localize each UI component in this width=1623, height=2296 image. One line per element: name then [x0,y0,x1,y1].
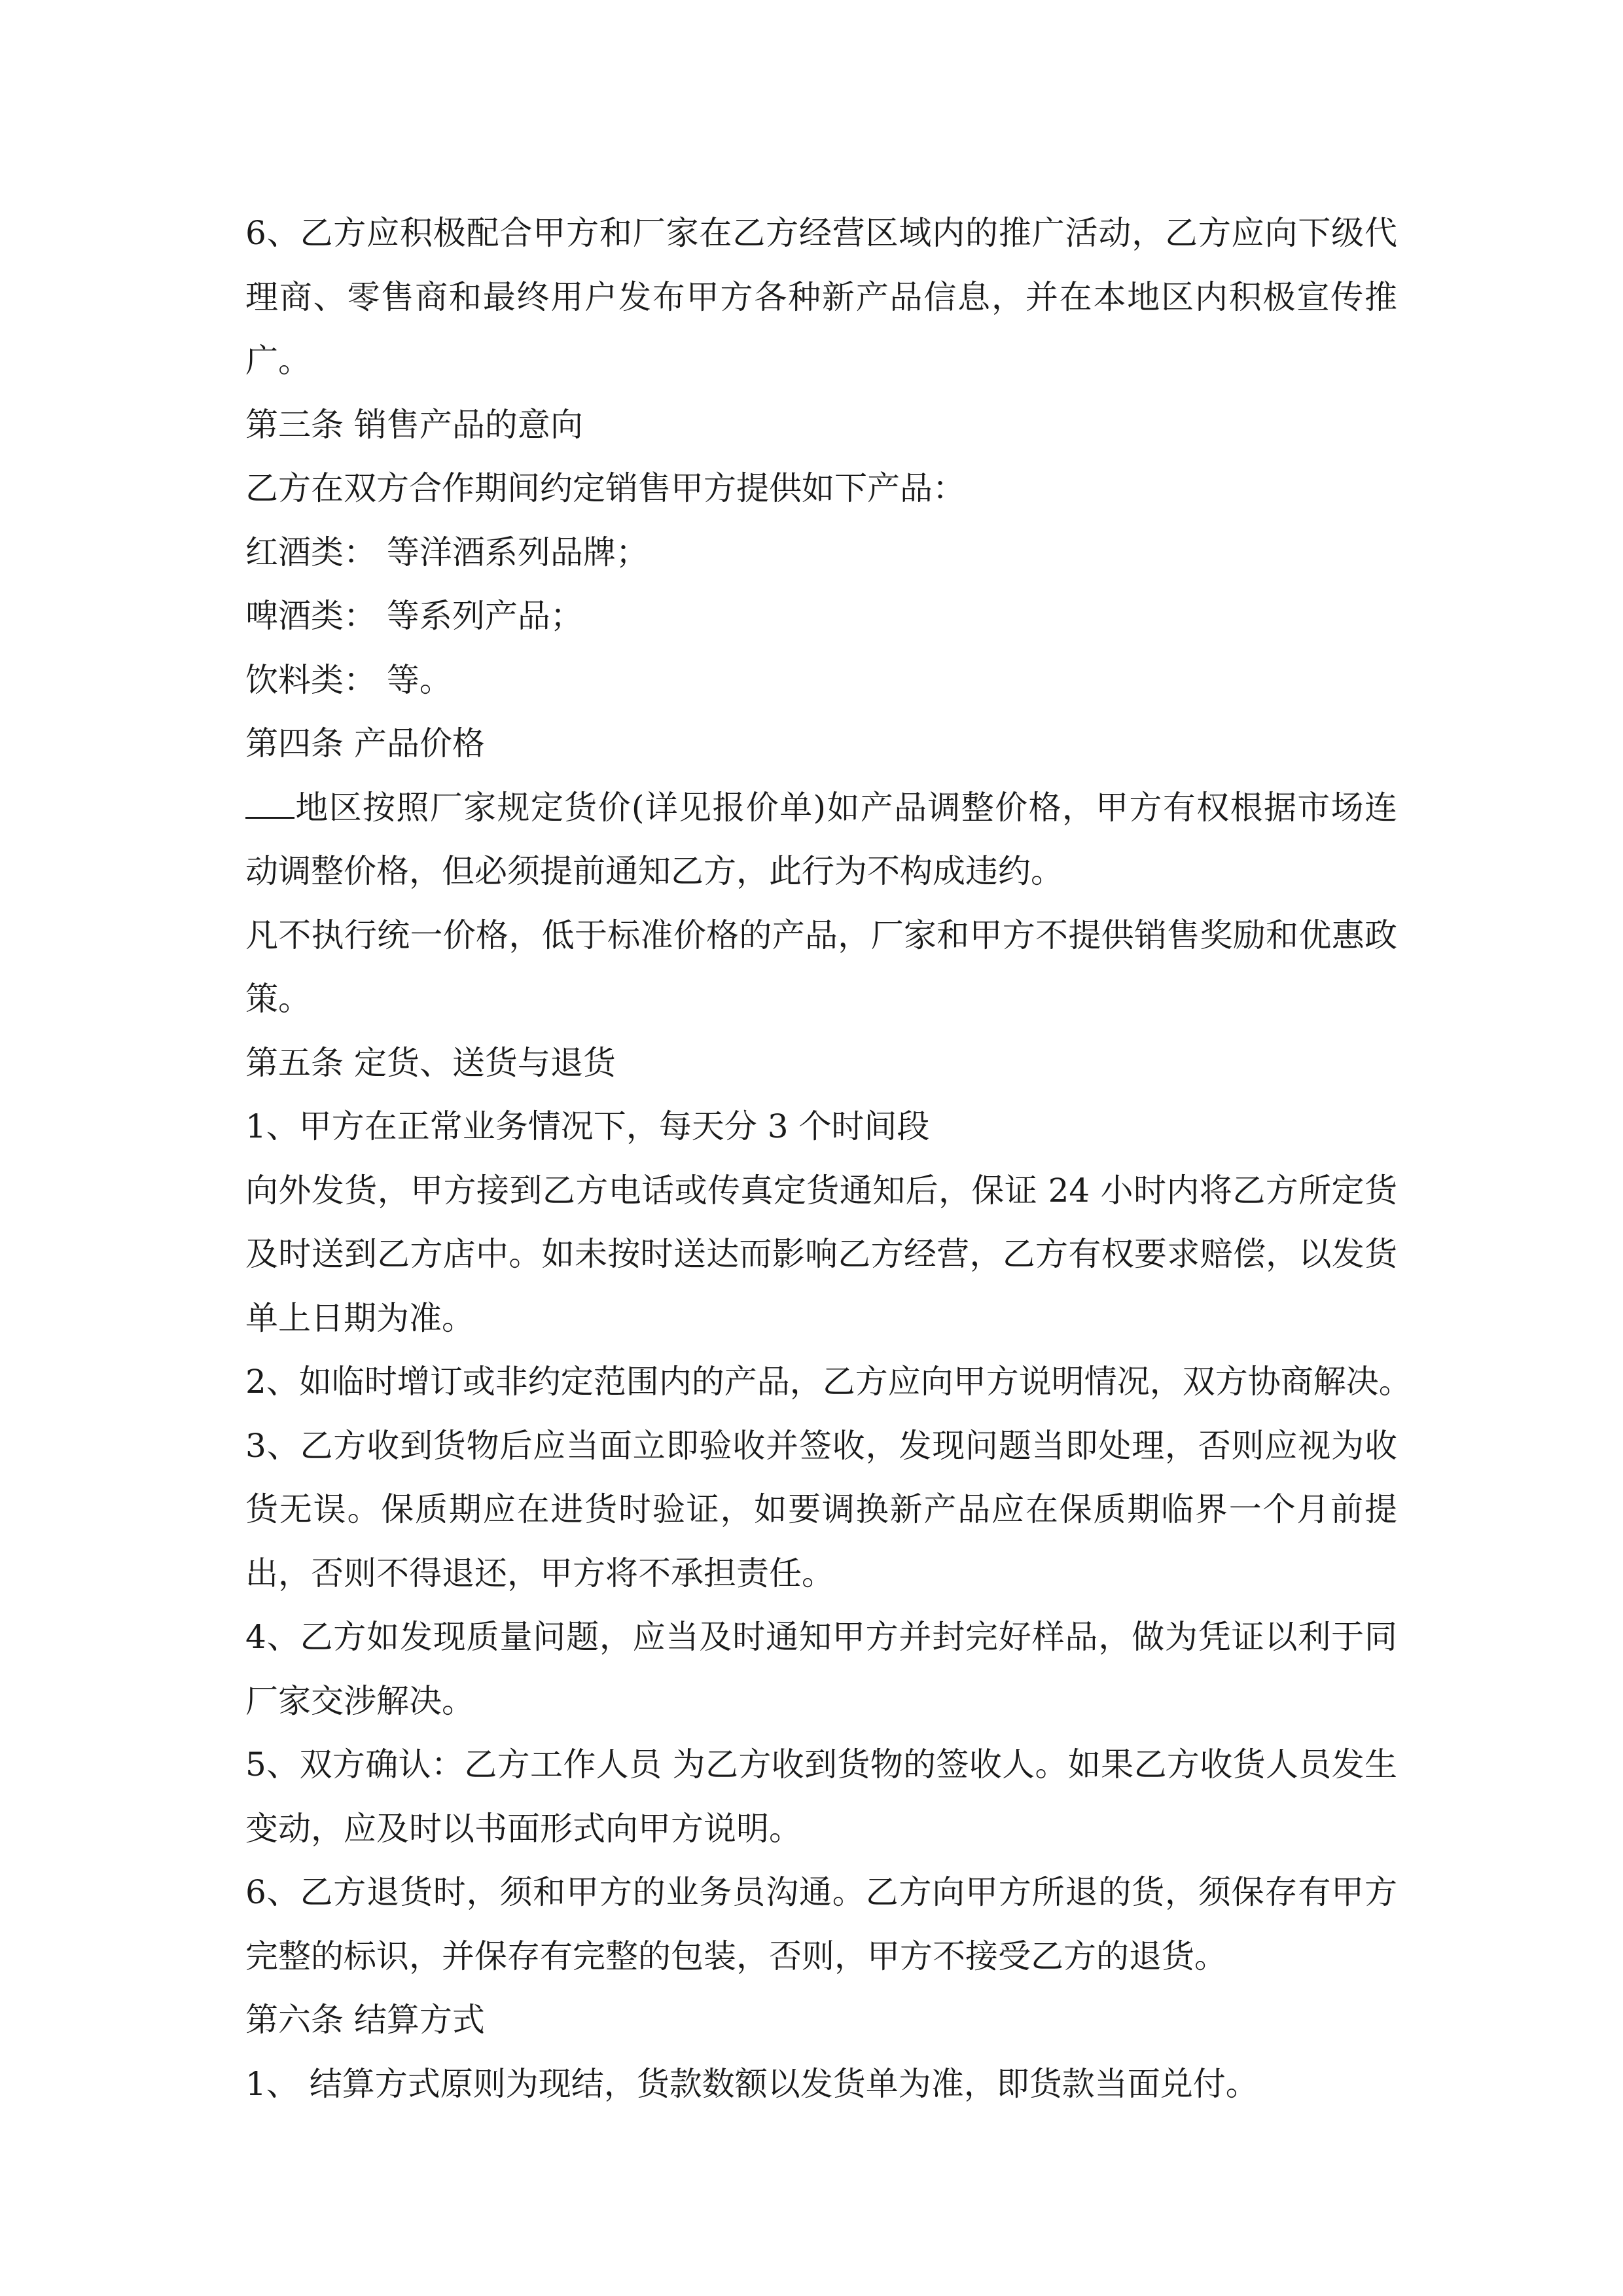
article-3-intro: 乙方在双方合作期间约定销售甲方提供如下产品： [245,469,965,507]
settlement-item-1: 1、 结算方式原则为现结，货款数额以发货单为准，即货款当面兑付。 [245,2064,1258,2103]
delivery-item-6: 6、乙方退货时，须和甲方的业务员沟通。乙方向甲方所退的货，须保存有甲方完整的标识，并保存有完整的包装，否则，甲方不接受乙方的退货。 [245,1873,1397,1975]
article-6-heading: 第六条 结算方式 [245,2001,485,2039]
delivery-item-1-continued: 向外发货，甲方接到乙方电话或传真定货通知后，保证 24 小时内将乙方所定货及时送到乙方店中。如未按时送达而影响乙方经营，乙方有权要求赔偿，以发货单上日期为准。 [245,1171,1397,1337]
price-clause: 地区按照厂家规定货价(详见报价单)如产品调整价格，甲方有权根据市场连动调整价格，但必须提前通知乙方，此行为不构成违约。 [245,788,1397,890]
article-5-heading: 第五条 定货、送货与退货 [245,1043,616,1082]
delivery-item-3: 3、乙方收到货物后应当面立即验收并签收，发现问题当即处理，否则应视为收货无误。保质期应在进货时验证，如要调换新产品应在保质期临界一个月前提出，否则不得退还，甲方将不承担责任。 [245,1426,1397,1592]
product-wine: 红酒类： 等洋酒系列品牌； [245,533,649,571]
article-3-heading: 第三条 销售产品的意向 [245,405,583,444]
clause-2-item-6: 6、乙方应积极配合甲方和厂家在乙方经营区域内的推广活动，乙方应向下级代理商、零售商和最终用户发布甲方各种新产品信息，并在本地区内积极宣传推广。 [245,214,1397,380]
document-body [245,202,1412,2116]
article-4-heading: 第四条 产品价格 [245,725,485,762]
price-clause-paragraph [245,776,1397,904]
uniform-price-clause: 凡不执行统一价格，低于标准价格的产品，厂家和甲方不提供销售奖励和优惠政策。 [245,916,1397,1018]
product-beer: 啤酒类： 等系列产品； [245,597,583,635]
delivery-item-1: 1、甲方在正常业务情况下，每天分 3 个时间段 [245,1107,930,1145]
product-beverage: 饮料类： 等。 [245,660,452,699]
delivery-item-4: 4、乙方如发现质量问题，应当及时通知甲方并封完好样品，做为凭证以利于同厂家交涉解决。 [245,1618,1397,1720]
delivery-item-5: 5、双方确认：乙方工作人员 为乙方收到货物的签收人。如果乙方收货人员发生变动，应及时以书面形式向甲方说明。 [245,1746,1397,1848]
delivery-item-2: 2、如临时增订或非约定范围内的产品，乙方应向甲方说明情况，双方协商解决。 [245,1363,1412,1401]
fill-in-blank [245,784,294,819]
